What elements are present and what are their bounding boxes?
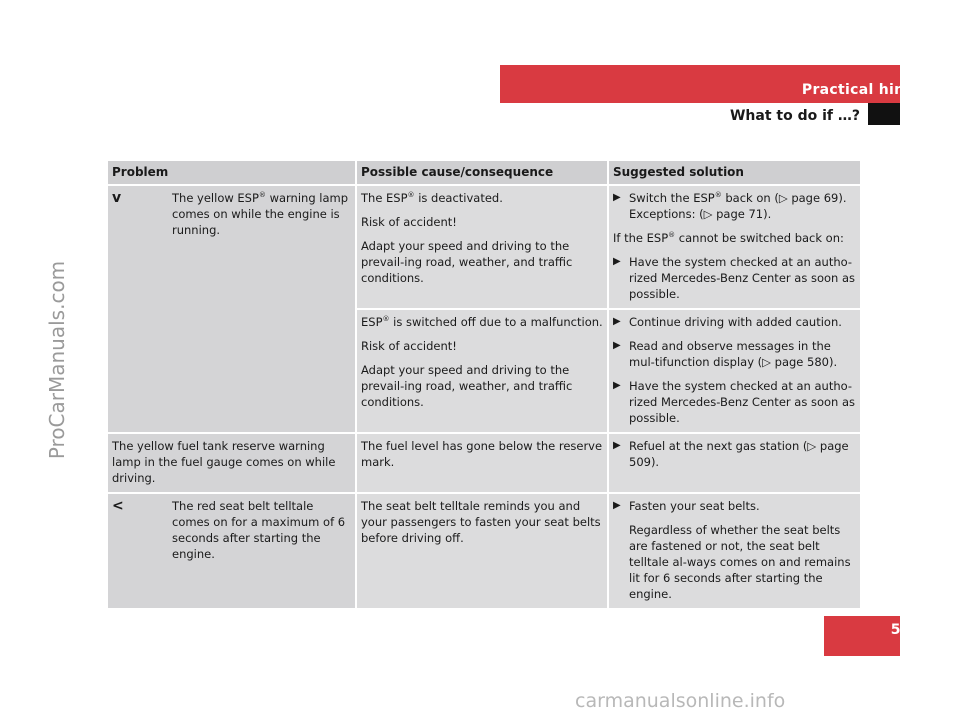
solution-cell-fuel	[608, 433, 860, 493]
bullet-arrow-icon: ▶	[613, 316, 621, 327]
solution-text: Regardless of whether the seat belts are fastened or not, the seat belt telltale al-ways comes on and remains lit for 6 seconds after starting the engine.	[629, 523, 851, 601]
cause-cell-seatbelt: The seat belt telltale reminds you and your passengers to fasten your seat belts before driving off.	[356, 493, 608, 609]
list-item: ▶ Continue driving with added caution.	[613, 315, 842, 329]
side-watermark: ProCarManuals.com	[45, 260, 69, 460]
bullet-arrow-icon: ▶	[613, 380, 621, 391]
cause-text: Risk of accident!	[361, 339, 457, 353]
list-item: ▶ Read and observe messages in the mul-tifunction display (▷ page 580).	[613, 339, 838, 369]
cause-text: Adapt your speed and driving to the prevail-ing road, weather, and traffic conditions.	[361, 363, 573, 409]
list-item: ▶ Have the system checked at an autho-rized Mercedes-Benz Center as soon as possible.	[613, 255, 856, 301]
problem-text-seatbelt: The red seat belt telltale comes on for a maximum of 6 seconds after starting the engine.	[172, 499, 346, 561]
cause-cell-esp-malfunction	[356, 309, 608, 433]
problem-cell-esp	[108, 185, 356, 433]
problem-cell-fuel: The yellow fuel tank reserve warning lamp in the fuel gauge comes on while driving.	[108, 433, 356, 493]
page-number-box	[824, 616, 900, 656]
sub-title: What to do if …?	[729, 108, 860, 124]
list-item: ▶ Have the system checked at an autho-rized Mercedes-Benz Center as soon as possible.	[613, 379, 856, 425]
list-item: ▶ Switch the ESP® back on (▷ page 69). Exceptions: (▷ page 71).	[613, 191, 847, 221]
bullet-arrow-icon: ▶	[613, 440, 621, 451]
header-problem: Problem	[108, 161, 356, 185]
solution-cell-seatbelt	[608, 493, 860, 609]
table-row	[108, 493, 860, 609]
seatbelt-telltale-icon: <	[112, 498, 124, 514]
header-solution: Suggested solution	[608, 161, 860, 185]
cause-cell-fuel: The fuel level has gone below the reserve mark.	[356, 433, 608, 493]
list-item: ▶ Refuel at the next gas station (▷ page 509).	[613, 439, 849, 469]
solution-cell-esp-deactivated	[608, 185, 860, 309]
cause-text: ESP® is switched off due to a malfunction.	[361, 315, 603, 329]
cause-text: Risk of accident!	[361, 215, 457, 229]
page-number: 573	[890, 622, 920, 638]
bullet-arrow-icon: ▶	[613, 256, 621, 267]
cause-text: Adapt your speed and driving to the prevail-ing road, weather, and traffic conditions.	[361, 239, 573, 285]
problem-cell-seatbelt	[108, 493, 356, 609]
cause-text: The ESP® is deactivated.	[361, 191, 503, 205]
problem-text-esp: The yellow ESP® warning lamp comes on while the engine is running.	[172, 191, 349, 237]
table-header-row	[108, 161, 860, 185]
header-cause: Possible cause/consequence	[356, 161, 608, 185]
solution-text: If the ESP® cannot be switched back on:	[613, 231, 844, 245]
bullet-arrow-icon: ▶	[613, 340, 621, 351]
footer-watermark: carmanualsonline.info	[575, 690, 786, 712]
bullet-arrow-icon: ▶	[613, 192, 621, 203]
bullet-arrow-icon: ▶	[613, 500, 621, 511]
hints-table	[108, 161, 860, 610]
header-tab	[868, 103, 900, 125]
esp-warning-icon: v	[112, 190, 122, 206]
list-item: ▶ Fasten your seat belts.	[613, 499, 760, 513]
table-row	[108, 433, 860, 493]
solution-cell-esp-malfunction	[608, 309, 860, 433]
section-title: Practical hints	[801, 82, 920, 98]
cause-cell-esp-deactivated	[356, 185, 608, 309]
table-row	[108, 185, 860, 309]
